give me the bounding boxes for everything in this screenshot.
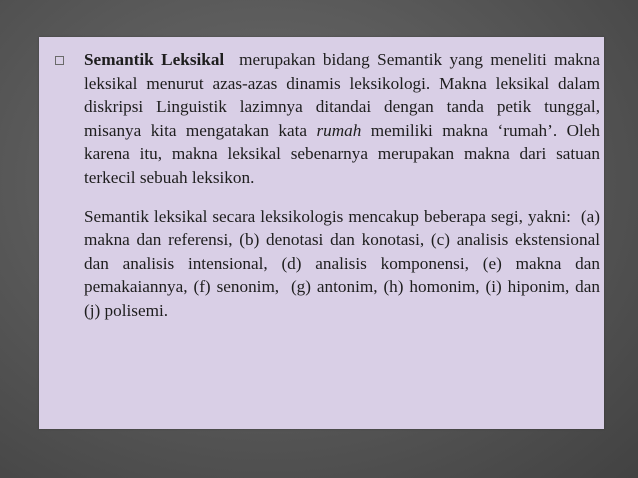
term-semantik-leksikal: Semantik Leksikal bbox=[84, 50, 225, 69]
paragraph1-text-part2: memiliki makna ‘rumah’. Oleh karena itu, makna leksikal sebenarnya merupakan makna dari satuan terkecil sebuah leksikon. bbox=[84, 120, 600, 187]
italic-word-rumah: rumah bbox=[316, 120, 362, 140]
bullet-item bbox=[54, 48, 605, 190]
content-box bbox=[39, 37, 604, 429]
hollow-square-bullet-icon bbox=[55, 56, 64, 65]
paragraph-cakupan-semantik: Semantik leksikal secara leksikologis mencakup beberapa segi, yakni: (a) makna dan referensi, (b) denotasi dan konotasi, (c) analisis ekstensional dan analisis intensional, (d) analisis komponensi, (e) makna dan pemakaiannya, (f) senonim, (g) antonim, (h) homonim, (i) hiponim, dan (j) polisemi. bbox=[84, 206, 605, 320]
paragraph-semantik-leksikal bbox=[84, 48, 605, 190]
paragraph1-text-part1: merupakan bidang Semantik yang meneliti makna leksikal menurut azas-azas dinamis leksikologi. Makna leksikal dalam diskripsi Linguistik lazimnya ditandai dengan tanda petik tunggal, misanya kita mengatakan kata bbox=[84, 50, 605, 140]
